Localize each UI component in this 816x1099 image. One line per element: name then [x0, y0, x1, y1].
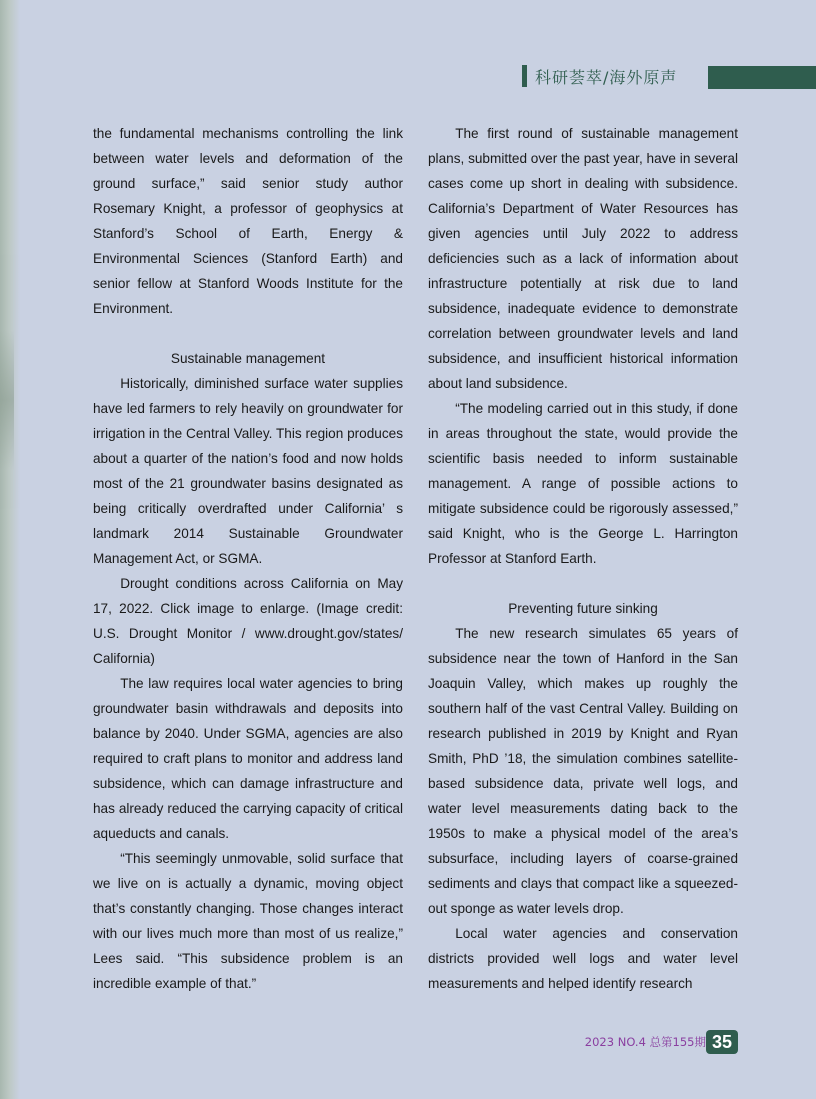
section-heading-preventing-future-sinking: Preventing future sinking: [508, 601, 658, 616]
section-header: [522, 62, 677, 90]
page-number: 35: [706, 1030, 738, 1054]
paragraph: “This seemingly unmovable, solid surface that we live on is actually a dynamic, moving object that’s constantly changing. Those changes interact with our lives much more than most of us realize,” Lees said. “This subsidence problem is an incredible example of that.”: [93, 851, 403, 991]
paragraph: the fundamental mechanisms controlling the link between water levels and deformation of the ground surface,” said senior study author Rosemary Knight, a professor of geophysics at Stanford’s School of Earth, Energy & Environmental Sciences (Stanford Earth) and senior fellow at Stanford Woods Institute for the Environment.: [93, 126, 403, 316]
section-heading-sustainable-management: Sustainable management: [170, 351, 326, 366]
paragraph: Local water agencies and conservation districts provided well logs and water level measurements and helped identify research: [428, 926, 738, 991]
spacer: [428, 571, 738, 596]
header-marker: [522, 65, 527, 87]
right-column: [428, 121, 738, 996]
edge-decoration: [0, 0, 20, 1099]
paragraph: The first round of sustainable management plans, submitted over the past year, have in several cases come up short in dealing with subsidence. California’s Department of Water Resources has given agencies until July 2022 to address deficiencies such as a lack of information about infrastructure potentially at risk due to land subsidence, inadequate evidence to demonstrate correlation between groundwater levels and land subsidence, and insufficient historical information about land subsidence.: [428, 126, 738, 391]
paragraph: The law requires local water agencies to bring groundwater basin withdrawals and deposits into balance by 2040. Under SGMA, agencies are also required to craft plans to monitor and address land subsidence, which can damage infrastructure and has already reduced the carrying capacity of critical aqueducts and canals.: [93, 676, 403, 841]
paragraph: The new research simulates 65 years of subsidence near the town of Hanford in the San Joaquin Valley, which makes up roughly the southern half of the vast Central Valley. Building on research published in 2019 by Knight and Ryan Smith, PhD ’18, the simulation combines satellite-based subsidence data, private well logs, and water level measurements dating back to the 1950s to make a physical model of the area’s subsurface, including layers of coarse-grained sediments and clays that compact like a squeezed-out sponge as water levels drop.: [428, 626, 738, 916]
spacer: [93, 321, 403, 346]
page-footer: [0, 1030, 816, 1054]
paragraph: “The modeling carried out in this study, if done in areas throughout the state, would provide the scientific basis needed to inform sustainable management. A range of possible actions to mitigate subsidence could be rigorously assessed,” said Knight, who is the George L. Harrington Professor at Stanford Earth.: [428, 401, 738, 566]
paragraph: Historically, diminished surface water supplies have led farmers to rely heavily on groundwater for irrigation in the Central Valley. This region produces about a quarter of the nation’s food and now holds most of the 21 groundwater basins designated as being critically overdrafted under California’ s landmark 2014 Sustainable Groundwater Management Act, or SGMA.: [93, 376, 403, 566]
issue-label: 2023 NO.4 总第155期: [584, 1035, 706, 1049]
section-title: 科研荟萃/海外原声: [535, 67, 678, 87]
left-column: [93, 121, 403, 996]
image-caption-paragraph: Drought conditions across California on May 17, 2022. Click image to enlarge. (Image credit: U.S. Drought Monitor / www.drought.gov/states/ California): [93, 576, 403, 666]
header-accent-block: [708, 66, 816, 89]
